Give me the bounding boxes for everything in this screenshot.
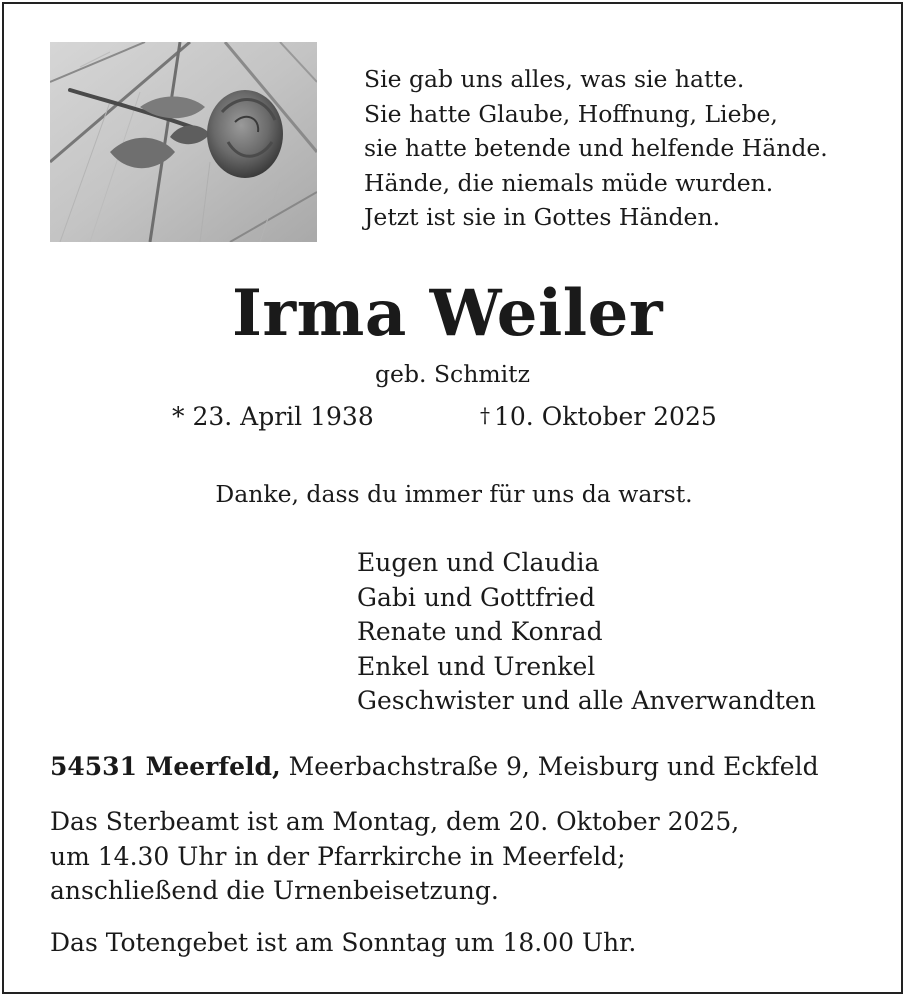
maiden-name: geb. Schmitz [375,360,530,388]
address [50,750,819,784]
service-line: um 14.30 Uhr in der Pfarrkirche in Meerfeld; [50,841,626,871]
mourner: Eugen und Claudia [357,548,600,577]
death-date-line [480,400,717,435]
prayer-info: Das Totengebet ist am Sonntag um 18.00 Uhr. [50,928,637,957]
mourner: Geschwister und alle Anverwandten [357,686,816,715]
cross-icon: † [480,403,490,427]
mourner: Enkel und Urenkel [357,651,596,681]
address-place: 54531 Meerfeld, [50,752,281,781]
death-date: 10. Oktober 2025 [494,402,717,431]
mourner: Gabi und Gottfried [357,582,596,612]
service-info [50,805,739,909]
poem-line: sie hatte betende und helfende Hände. [364,134,828,162]
service-line: anschließend die Urnenbeisetzung. [50,876,499,905]
deceased-name: Irma Weiler [231,276,664,351]
service-line: Das Sterbeamt ist am Montag, dem 20. Oktober 2025, [50,807,740,836]
poem [364,62,828,235]
rose-photo [50,42,317,242]
poem-line: Jetzt ist sie in Gottes Händen. [364,203,721,231]
mourner: Renate und Konrad [357,617,603,646]
mourners-list [357,546,816,719]
poem-line: Sie hatte Glaube, Hoffnung, Liebe, [364,99,778,128]
poem-line: Hände, die niemals müde wurden. [364,168,774,197]
poem-line: Sie gab uns alles, was sie hatte. [364,65,745,93]
address-rest: Meerbachstraße 9, Meisburg und Eckfeld [288,752,819,781]
thanks-line: Danke, dass du immer für uns da warst. [215,480,693,508]
birth-date: * 23. April 1938 [172,402,374,431]
